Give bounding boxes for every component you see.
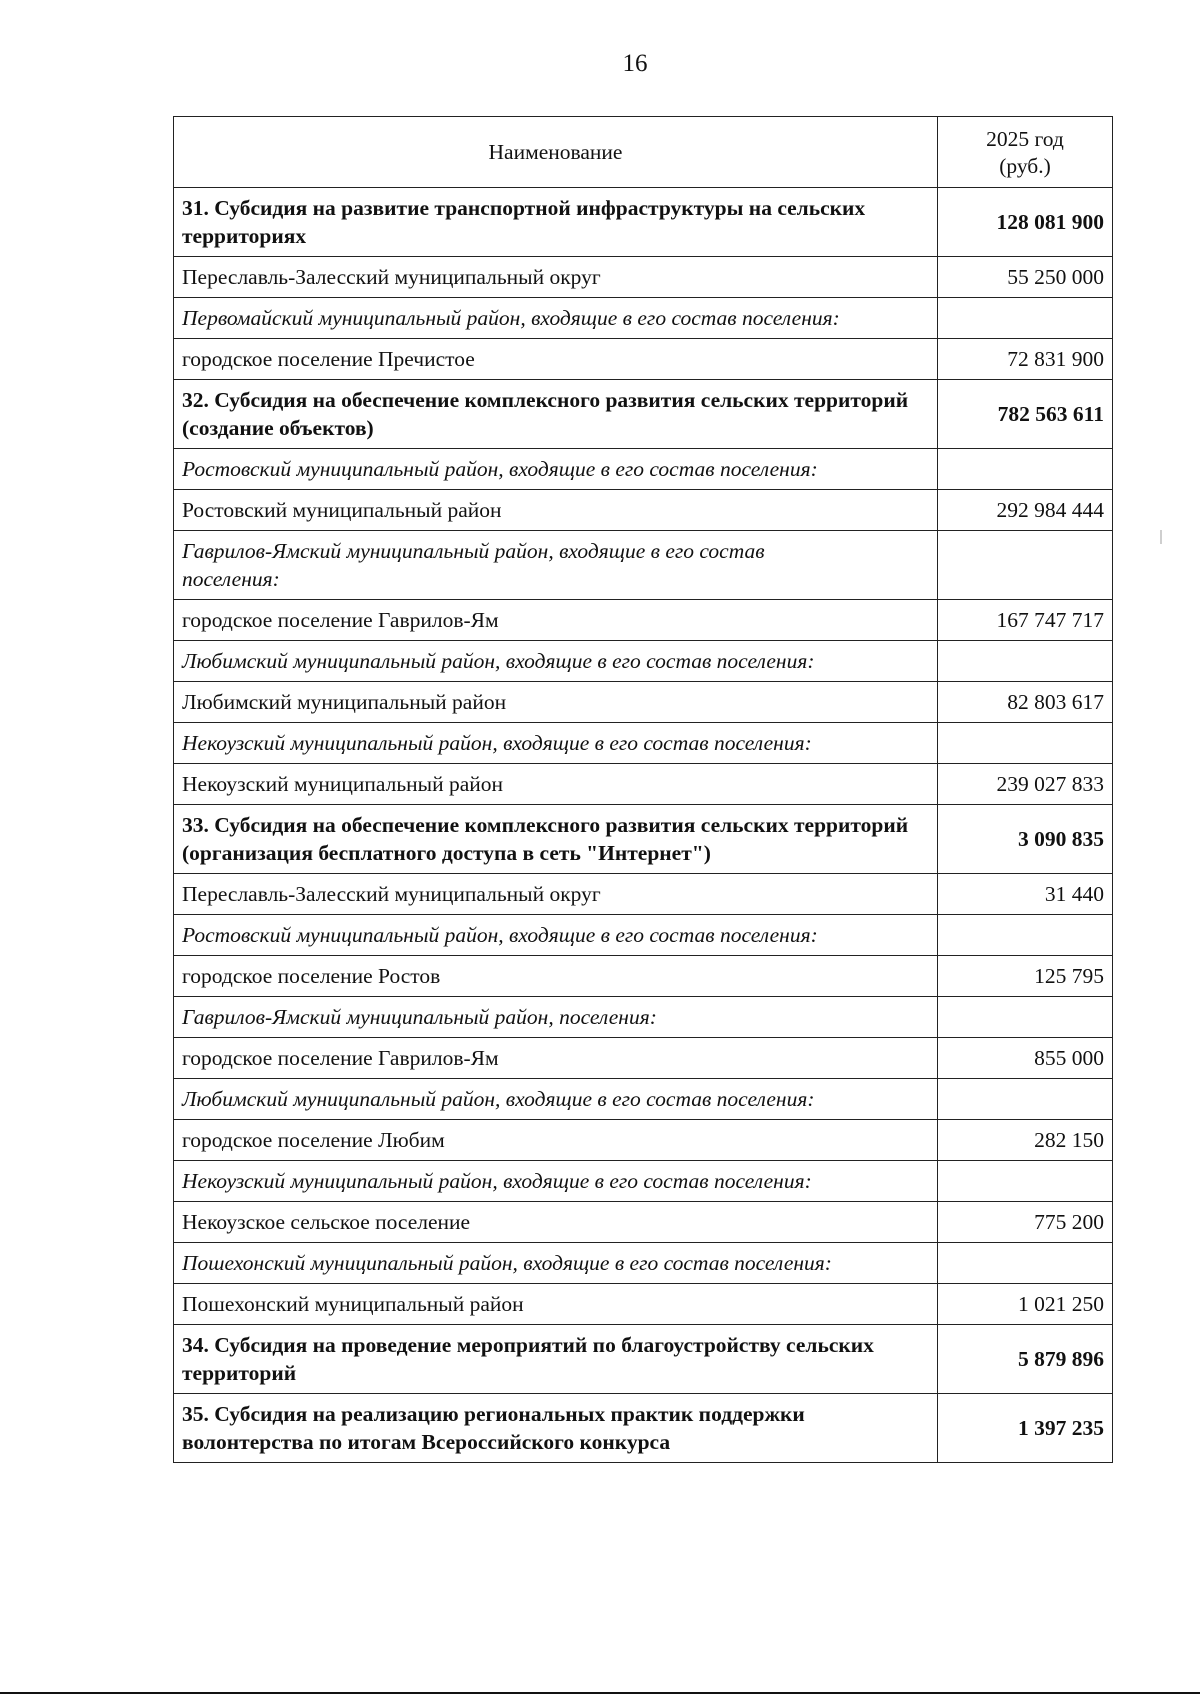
row-amount	[938, 298, 1113, 339]
row-amount	[938, 915, 1113, 956]
row-name: Пошехонский муниципальный район	[174, 1284, 938, 1325]
row-name: 34. Субсидия на проведение мероприятий по благоустройству сельских территорий	[174, 1325, 938, 1394]
row-amount: 1 021 250	[938, 1284, 1113, 1325]
table-row	[174, 449, 1113, 490]
table-row	[174, 257, 1113, 298]
row-name: городское поселение Любим	[174, 1120, 938, 1161]
table-row	[174, 1243, 1113, 1284]
table-row	[174, 1161, 1113, 1202]
row-amount	[938, 723, 1113, 764]
row-name: Переславль-Залесский муниципальный округ	[174, 874, 938, 915]
row-name: Любимский муниципальный район, входящие в его состав поселения:	[174, 641, 938, 682]
row-amount	[938, 1243, 1113, 1284]
row-name: Ростовский муниципальный район	[174, 490, 938, 531]
header-year	[938, 117, 1113, 188]
table-row	[174, 723, 1113, 764]
row-name: Некоузский муниципальный район, входящие в его состав поселения:	[174, 1161, 938, 1202]
header-year-label: 2025 год	[986, 127, 1064, 152]
table-row	[174, 956, 1113, 997]
table-row	[174, 641, 1113, 682]
scan-edge-mark	[1160, 530, 1162, 544]
table-row	[174, 915, 1113, 956]
table-row	[174, 600, 1113, 641]
table-header-row	[174, 117, 1113, 188]
table-row	[174, 490, 1113, 531]
table-row	[174, 805, 1113, 874]
row-amount	[938, 641, 1113, 682]
subsidy-table	[173, 116, 1113, 1463]
row-amount	[938, 1079, 1113, 1120]
row-amount: 855 000	[938, 1038, 1113, 1079]
row-amount: 125 795	[938, 956, 1113, 997]
row-amount: 31 440	[938, 874, 1113, 915]
row-name: Гаврилов-Ямский муниципальный район, поселения:	[174, 997, 938, 1038]
table-row	[174, 298, 1113, 339]
table-row	[174, 682, 1113, 723]
table-row	[174, 1325, 1113, 1394]
row-name: 33. Субсидия на обеспечение комплексного развития сельских территорий (организация бесплатного доступа в сеть "Интернет")	[174, 805, 938, 874]
header-year-unit: (руб.)	[999, 154, 1051, 178]
row-name: 32. Субсидия на обеспечение комплексного развития сельских территорий (создание объектов)	[174, 380, 938, 449]
row-name: городское поселение Ростов	[174, 956, 938, 997]
row-name: Ростовский муниципальный район, входящие в его состав поселения:	[174, 449, 938, 490]
row-amount: 775 200	[938, 1202, 1113, 1243]
table-row	[174, 188, 1113, 257]
table-row	[174, 1202, 1113, 1243]
row-name: Любимский муниципальный район, входящие в его состав поселения:	[174, 1079, 938, 1120]
row-name: Гаврилов-Ямский муниципальный район, входящие в его состав поселения:	[174, 531, 938, 600]
row-amount: 72 831 900	[938, 339, 1113, 380]
row-amount: 239 027 833	[938, 764, 1113, 805]
table-row	[174, 764, 1113, 805]
row-amount: 1 397 235	[938, 1394, 1113, 1463]
row-amount: 128 081 900	[938, 188, 1113, 257]
row-amount	[938, 997, 1113, 1038]
row-name: 31. Субсидия на развитие транспортной инфраструктуры на сельских территориях	[174, 188, 938, 257]
row-amount	[938, 1161, 1113, 1202]
page-number: 16	[622, 50, 648, 77]
row-name: Любимский муниципальный район	[174, 682, 938, 723]
table-row	[174, 531, 1113, 600]
row-name: Первомайский муниципальный район, входящие в его состав поселения:	[174, 298, 938, 339]
row-name: городское поселение Пречистое	[174, 339, 938, 380]
table-row	[174, 997, 1113, 1038]
row-name: Некоузский муниципальный район	[174, 764, 938, 805]
row-name: Некоузское сельское поселение	[174, 1202, 938, 1243]
row-amount: 5 879 896	[938, 1325, 1113, 1394]
table-row	[174, 874, 1113, 915]
row-name: Переславль-Залесский муниципальный округ	[174, 257, 938, 298]
row-amount: 282 150	[938, 1120, 1113, 1161]
row-name: Некоузский муниципальный район, входящие в его состав поселения:	[174, 723, 938, 764]
bottom-rule	[0, 1692, 1200, 1694]
row-name: Ростовский муниципальный район, входящие в его состав поселения:	[174, 915, 938, 956]
row-amount: 167 747 717	[938, 600, 1113, 641]
row-amount	[938, 449, 1113, 490]
row-name: городское поселение Гаврилов-Ям	[174, 1038, 938, 1079]
row-amount: 782 563 611	[938, 380, 1113, 449]
table-row	[174, 380, 1113, 449]
header-name: Наименование	[174, 117, 938, 188]
table-row	[174, 1284, 1113, 1325]
table-row	[174, 339, 1113, 380]
table-row	[174, 1120, 1113, 1161]
row-name: городское поселение Гаврилов-Ям	[174, 600, 938, 641]
row-name: 35. Субсидия на реализацию региональных практик поддержки волонтерства по итогам Всероссийского конкурса	[174, 1394, 938, 1463]
row-name: Пошехонский муниципальный район, входящие в его состав поселения:	[174, 1243, 938, 1284]
row-amount	[938, 531, 1113, 600]
row-amount: 55 250 000	[938, 257, 1113, 298]
row-amount: 292 984 444	[938, 490, 1113, 531]
table-row	[174, 1038, 1113, 1079]
row-amount: 82 803 617	[938, 682, 1113, 723]
table-row	[174, 1079, 1113, 1120]
table-row	[174, 1394, 1113, 1463]
row-amount: 3 090 835	[938, 805, 1113, 874]
